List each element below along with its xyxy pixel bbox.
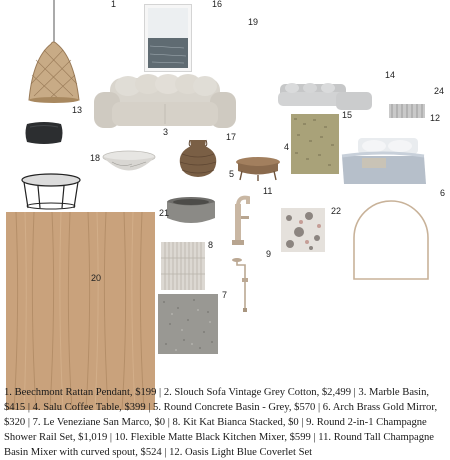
basin-mixer-image bbox=[226, 196, 252, 246]
item-number-14: 14 bbox=[385, 70, 396, 80]
marble-coffee-table-image bbox=[20, 172, 82, 210]
item-number-7: 7 bbox=[222, 290, 228, 300]
product-list-caption: 1. Beechmont Rattan Pendant, $199 | 2. Slouch Sofa Vintage Grey Cotton, $2,499 | 3. Marble Basin, $415 | 4. Salu Coffee Table, $399 | 5. Round Concrete Basin - Grey, $570 | 6. Arch Brass Gold Mirror, $320 | 7. Le Veneziane San Marco, $0 | 8. Kit Kat Bianca Stacked, $0 | 9. Round 2-in-1 Champagne Shower Rail Set, $1,019 | 10. Flexible Matte Black Kitchen Mixer, $599 | 11. Round Tall Champagne Basin Mixer with curved spout, $524 | 12. Oasis Light Blue Coverlet Set bbox=[4, 387, 438, 458]
item-number-16: 16 bbox=[212, 0, 223, 9]
item-number-15: 15 bbox=[342, 110, 353, 120]
item-number-19: 19 bbox=[248, 17, 259, 27]
round-side-table-image bbox=[234, 156, 282, 182]
item-number-24: 24 bbox=[434, 86, 445, 96]
item-number-11: 11 bbox=[263, 186, 273, 196]
timber-panel-image bbox=[6, 212, 155, 410]
terrazzo-swatch-image bbox=[158, 294, 218, 354]
woven-rug-swatch-image bbox=[291, 114, 339, 174]
item-number-5: 5 bbox=[229, 169, 235, 179]
item-number-6: 6 bbox=[440, 188, 446, 198]
item-number-17: 17 bbox=[226, 132, 237, 142]
seagrass-basket-image bbox=[176, 136, 220, 178]
item-number-20: 20 bbox=[91, 273, 102, 283]
arch-brass-mirror-image bbox=[352, 200, 430, 280]
item-number-12: 12 bbox=[430, 113, 441, 123]
modular-sofa-image bbox=[276, 80, 374, 112]
bed-with-coverlet-image bbox=[340, 134, 428, 188]
item-number-21: 21 bbox=[159, 208, 170, 218]
item-number-1: 1 bbox=[111, 0, 117, 9]
item-number-22: 22 bbox=[331, 206, 342, 216]
kitkat-tile-image bbox=[161, 242, 205, 290]
shower-rail-image bbox=[231, 256, 251, 312]
item-number-4: 4 bbox=[284, 142, 290, 152]
slouch-sofa-image bbox=[90, 70, 240, 132]
item-number-13: 13 bbox=[72, 105, 83, 115]
concrete-basin-image bbox=[165, 196, 217, 226]
marble-basin-image bbox=[102, 150, 156, 176]
item-number-18: 18 bbox=[90, 153, 101, 163]
rattan-pendant-image bbox=[22, 0, 84, 108]
marble-slab-image bbox=[281, 208, 325, 252]
item-number-8: 8 bbox=[208, 240, 214, 250]
item-number-9: 9 bbox=[266, 249, 272, 259]
item-number-3: 3 bbox=[163, 127, 169, 137]
black-cushion-image bbox=[24, 120, 64, 146]
striped-rug-image bbox=[389, 104, 425, 118]
ocean-artwork-image bbox=[144, 4, 192, 72]
